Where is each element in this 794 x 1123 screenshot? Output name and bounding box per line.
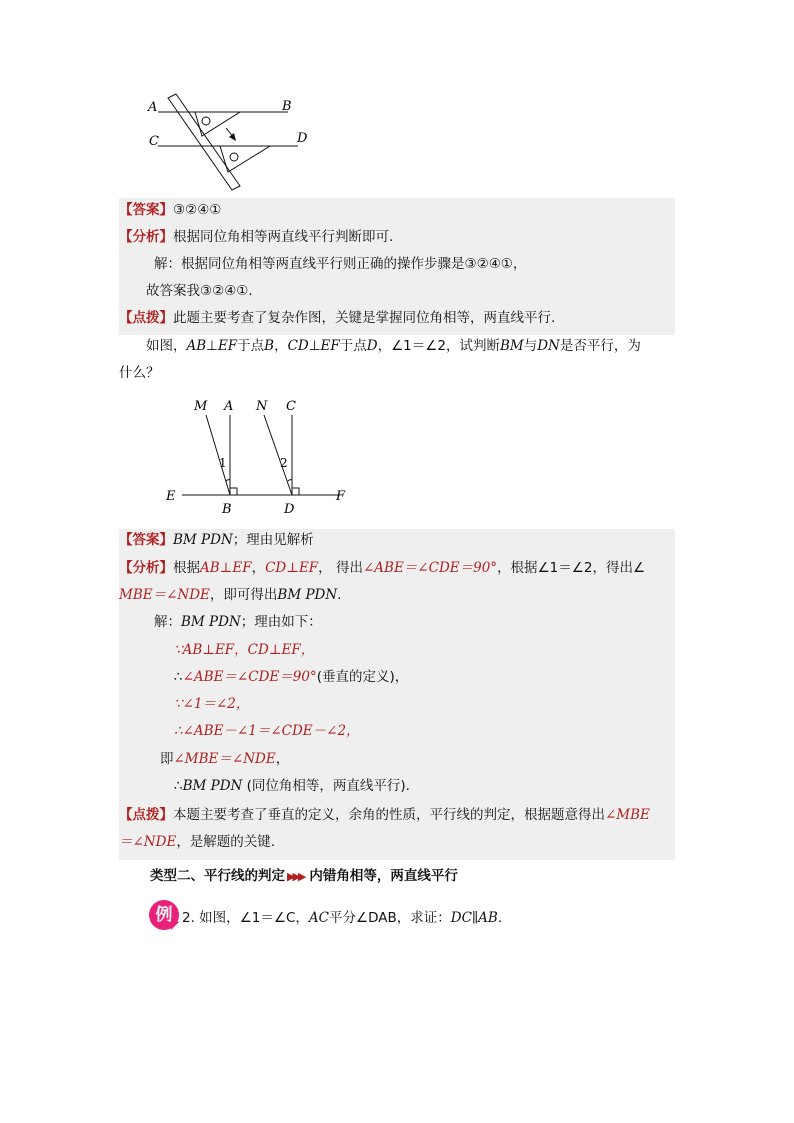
label-c: C <box>149 134 159 149</box>
example-badge-tail <box>171 918 179 930</box>
example-2-text: 2. 如图，∠1＝∠C，AC平分∠DAB，求证：DC∥AB. <box>182 910 503 926</box>
answer-line-1: 【答案】③②④① <box>119 202 222 218</box>
solution-line-2: 解：BM PDN；理由如下： <box>154 614 322 630</box>
tip-line-1: 【点拨】此题主要考查了复杂作图，关键是掌握同位角相等，两直线平行. <box>119 310 556 326</box>
analysis-line-1: 【分析】根据同位角相等两直线平行判断即可. <box>119 229 394 245</box>
section-heading: 类型二、平行线的判定 ▶▶▶ 内错角相等，两直线平行 <box>150 868 458 884</box>
perpendicular-figure <box>160 395 360 520</box>
step-5: 即∠MBE＝∠NDE， <box>160 751 290 767</box>
label-b: B <box>282 99 292 114</box>
angle-label-2: 2 <box>280 456 288 470</box>
right-angle-b <box>230 488 237 495</box>
answer-line-2: 【答案】BM PDN；理由见解析 <box>119 532 314 548</box>
question-2-line-1: 如图，AB⊥EF于点B，CD⊥EF于点D，∠1＝∠2，试判断BM与DN是否平行，为 <box>146 338 641 354</box>
line-bm <box>206 415 230 495</box>
question-2-line-2: 什么？ <box>119 365 160 381</box>
label-c2: C <box>286 399 296 414</box>
angle-arc-2 <box>288 480 292 481</box>
label-a: A <box>148 100 158 115</box>
step-4: ∴∠ABE－∠1＝∠CDE－∠2， <box>174 723 360 739</box>
label-e: E <box>166 489 176 504</box>
label-m: M <box>194 399 208 414</box>
label-d: D <box>297 131 308 146</box>
label-n: N <box>256 399 268 414</box>
line-dn <box>264 415 292 495</box>
label-d2: D <box>284 502 295 517</box>
ruler-shape <box>168 94 240 190</box>
triangle-hole-upper <box>202 117 210 125</box>
tip-line-2b: ＝∠NDE，是解题的关键. <box>119 834 276 850</box>
step-2: ∴∠ABE＝∠CDE＝90°(垂直的定义)， <box>174 669 409 685</box>
analysis-line-2a: 【分析】根据AB⊥EF，CD⊥EF， 得出∠ABE＝∠CDE＝90°，根据∠1＝∠2，得出∠ <box>119 560 646 576</box>
label-a2: A <box>224 399 234 414</box>
tip-line-2a: 【点拨】本题主要考查了垂直的定义，余角的性质，平行线的判定，根据题意得出∠MBE <box>119 807 650 823</box>
step-6: ∴BM PDN (同位角相等，两直线平行). <box>174 778 410 794</box>
angle-arc-1 <box>226 480 230 481</box>
slide-arrow-head <box>229 133 236 141</box>
angle-label-1: 1 <box>219 456 227 470</box>
arrows-icon: ▶▶▶ <box>287 870 304 883</box>
conclusion-line-1: 故答案我③②④①. <box>146 283 253 299</box>
label-b2: B <box>222 502 232 517</box>
step-1: ∵AB⊥EF，CD⊥EF， <box>174 642 315 658</box>
label-f: F <box>336 489 346 504</box>
step-3: ∵∠1＝∠2， <box>174 696 250 712</box>
triangle-hole-lower <box>230 153 238 161</box>
analysis-line-2b: MBE＝∠NDE，即可得出BM PDN. <box>119 587 342 603</box>
right-angle-d <box>292 488 299 495</box>
solution-line-1: 解：根据同位角相等两直线平行则正确的操作步骤是③②④①， <box>154 256 527 272</box>
example-badge: 例 <box>149 900 179 930</box>
set-square-figure <box>140 88 320 198</box>
